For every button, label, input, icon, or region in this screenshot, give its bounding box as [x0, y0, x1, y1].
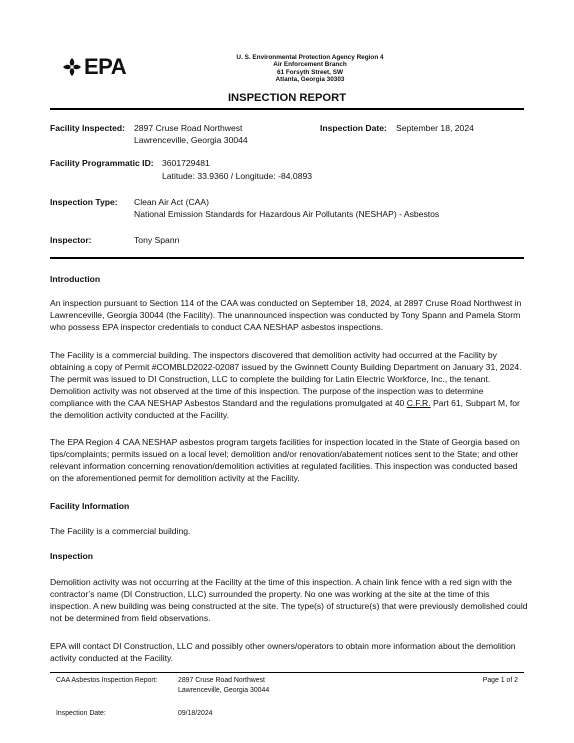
footer-divider	[50, 672, 524, 673]
introduction-paragraph-1: An inspection pursuant to Section 114 of the CAA was conducted on September 18, 2024, at 2897 Cruse Road Northwest in Lawrenceville, Georgia 30044 (the Facility). The unannounced inspection was conducted by Tony Spann and Pamela Storm who possess EPA inspector credentials to conduct CAA NESHAP asbestos inspections.	[50, 298, 522, 332]
agency-line: Air Enforcement Branch	[273, 61, 347, 69]
page-footer	[50, 670, 524, 740]
facility-address-line2: Lawrenceville, Georgia 30044	[134, 135, 248, 145]
introduction-paragraph-3: The EPA Region 4 CAA NESHAP asbestos program targets facilities for inspection located in the State of Georgia based on tips/complaints; permits issued on a local level; demolition and/or renovation/abatement notices sent to the State; and other relevant information concerning renovation/demolition activities at regulated facilities. This inspection was conducted based on the aforementioned permit for demolition activity at the Facility.	[50, 437, 520, 483]
inspection-heading: Inspection	[50, 551, 93, 561]
inspection-type-line1: Clean Air Act (CAA)	[134, 197, 209, 207]
introduction-heading: Introduction	[50, 274, 101, 284]
inspection-type-label: Inspection Type:	[50, 197, 118, 207]
programmatic-id-value: 3601729481	[162, 158, 210, 168]
agency-line: Atlanta, Georgia 30303	[275, 75, 345, 83]
info-divider	[50, 257, 524, 259]
facility-information-paragraph: The Facility is a commercial building.	[50, 526, 191, 536]
agency-line: U. S. Environmental Protection Agency Region 4	[236, 54, 384, 61]
epa-logo	[62, 56, 126, 78]
inspection-date-value: September 18, 2024	[396, 123, 474, 133]
paragraph-text: The Facility is a commercial building. The inspectors discovered that demolition activity had occurred at the Facility by obtaining a copy of Permit #COMBLD2022-02087 issued by the Gwinnett County Building Department on January 31, 2024. The permit was issued to DI Construction, LLC to complete the building for Latin Electric Workforce, Inc., the tenant. Demolition activity was not observed at the time of this inspection. The purpose of the inspection was to determine compliance with the CAA NESHAP Asbestos Standard and the regulations promulgated at 40	[50, 350, 522, 408]
cfr-citation: C.F.R.	[406, 398, 431, 408]
inspector-label: Inspector:	[50, 235, 92, 245]
facility-information-heading: Facility Information	[50, 501, 130, 511]
logo-text: EPA	[84, 54, 127, 79]
facility-address-line1: 2897 Cruse Road Northwest	[134, 123, 243, 133]
footer-report-label: CAA Asbestos Inspection Report:	[56, 677, 158, 684]
footer-date-label: Inspection Date:	[56, 710, 106, 717]
inspection-date-label: Inspection Date:	[320, 123, 387, 133]
agency-address	[170, 54, 450, 83]
footer-date-value: 09/18/2024	[178, 710, 213, 717]
agency-line: 61 Forsyth Street, SW	[276, 68, 344, 76]
inspection-type-line2: National Emission Standards for Hazardous Air Pollutants (NESHAP) - Asbestos	[134, 209, 440, 219]
epa-flower-icon	[62, 57, 82, 77]
lat-long-value: Latitude: 33.9360 / Longitude: -84.0893	[162, 171, 313, 181]
inspector-value: Tony Spann	[134, 235, 180, 245]
footer-address-line2: Lawrenceville, Georgia 30044	[178, 686, 270, 694]
inspection-paragraph-2: EPA will contact DI Construction, LLC and possibly other owners/operators to obtain more information about the demolition activity conducted at the Facility.	[50, 641, 516, 663]
inspection-paragraph-1: Demolition activity was not occurring at the Facility at the time of this inspection. A chain link fence with a red sign with the contractor’s name (DI Construction, LLC) surrounded the property. No one was working at the site at the time of this inspection. A new building was being constructed at the site. The type(s) of structure(s) that were previously demolished could not be determined from field observations.	[50, 577, 528, 623]
report-title: INSPECTION REPORT	[227, 92, 347, 104]
introduction-paragraph-2	[50, 349, 528, 421]
facility-inspected-label: Facility Inspected:	[50, 123, 125, 133]
footer-page-number: Page 1 of 2	[482, 677, 518, 684]
paragraph-text: Part 61, Subpart M, for the demolition activity conducted at the Facility.	[50, 398, 520, 420]
title-divider	[50, 108, 524, 110]
footer-address-line1: 2897 Cruse Road Northwest	[178, 677, 265, 684]
programmatic-id-label: Facility Programmatic ID:	[50, 158, 154, 168]
